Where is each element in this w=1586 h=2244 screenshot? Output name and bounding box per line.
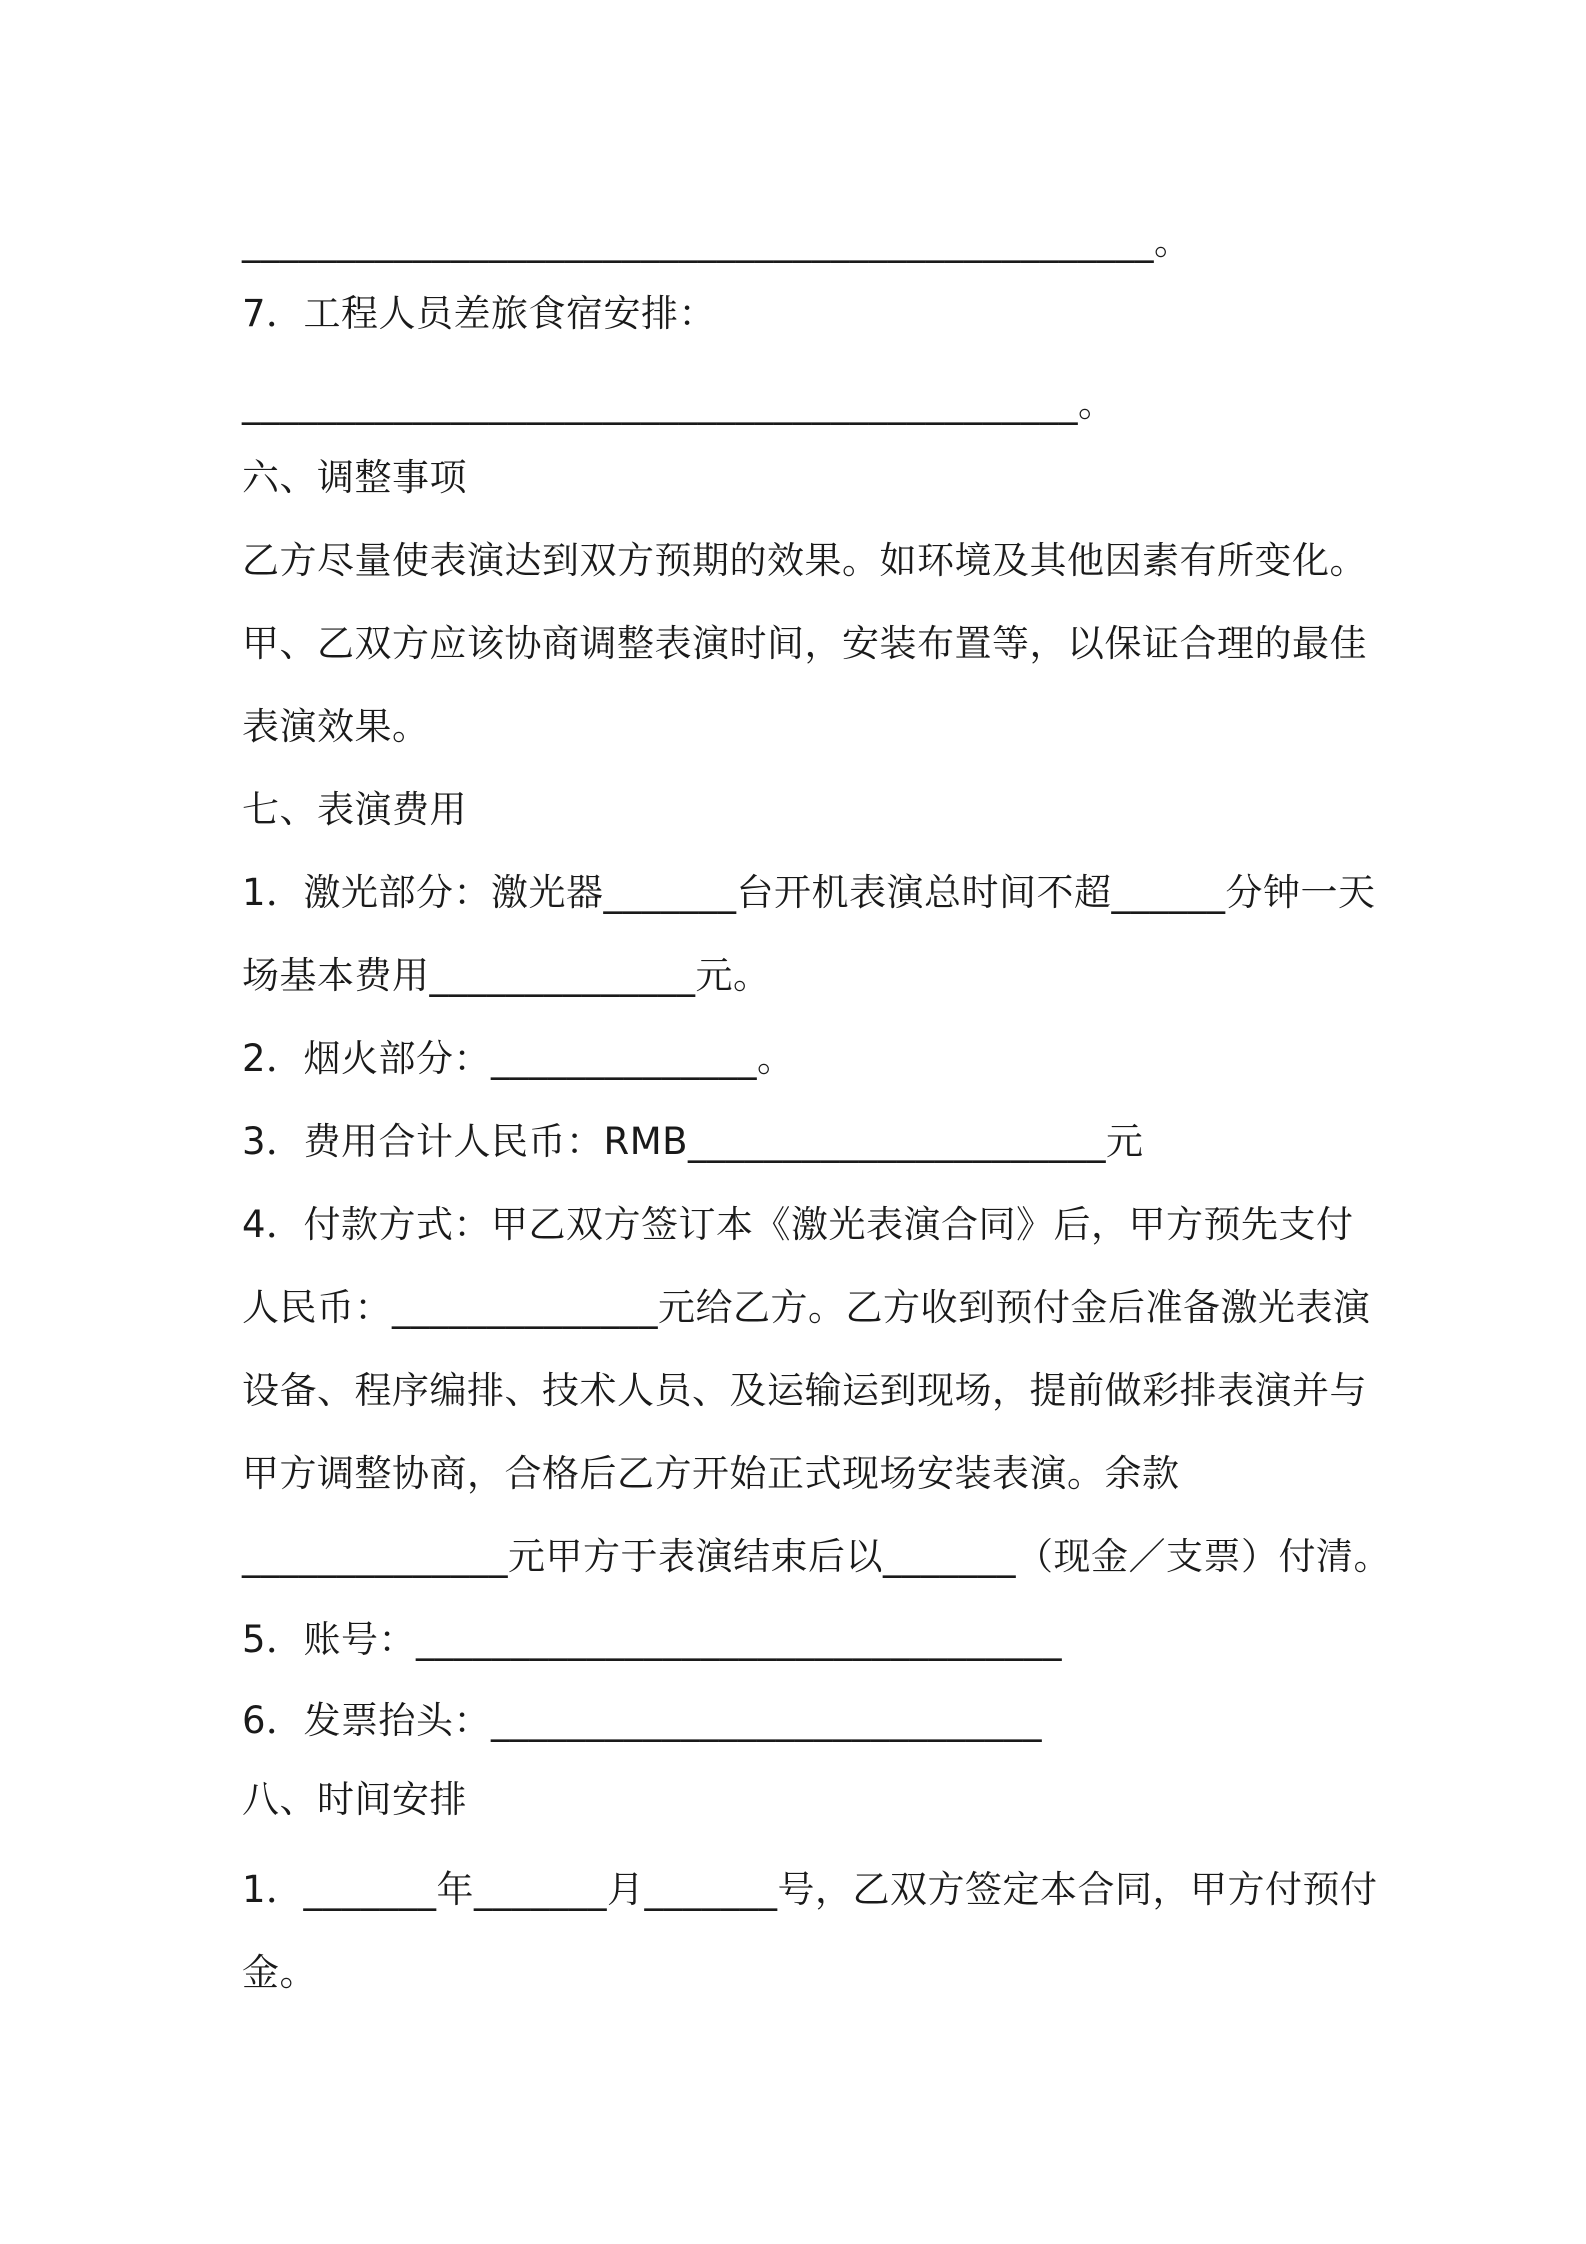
clause-7-travel-lodging: 7．工程人员差旅食宿安排： <box>242 292 717 335</box>
clause-3-total: 3．费用合计人民币：RMB______________________元 <box>242 1120 1144 1163</box>
section-heading-8: 八、时间安排 <box>242 1778 467 1821</box>
paragraph-line: 金。 <box>242 1951 317 1994</box>
section-heading-7: 七、表演费用 <box>242 788 467 831</box>
paragraph-line: 设备、程序编排、技术人员、及运输运到现场，提前做彩排表演并与 <box>242 1369 1367 1412</box>
clause-4-payment: 4．付款方式：甲乙双方签订本《激光表演合同》后，甲方预先支付 <box>242 1203 1354 1246</box>
paragraph-line: 甲方调整协商，合格后乙方开始正式现场安装表演。余款 <box>242 1452 1180 1495</box>
paragraph-line: ______________元甲方于表演结束后以_______（现金／支票）付清。 <box>242 1535 1391 1578</box>
blank-line: ____________________________________________。 <box>242 382 1116 425</box>
paragraph-line: 乙方尽量使表演达到双方预期的效果。如环境及其他因素有所变化。 <box>242 539 1367 582</box>
paragraph-line: 甲、乙双方应该协商调整表演时间，安装布置等，以保证合理的最佳 <box>242 622 1367 665</box>
section-heading-6: 六、调整事项 <box>242 456 467 499</box>
clause-6-invoice-title: 6．发票抬头：_____________________________ <box>242 1699 1043 1742</box>
clause-1-laser: 1．激光部分：激光器_______台开机表演总时间不超______分钟一天 <box>242 871 1376 914</box>
blank-line: ________________________________________________。 <box>242 220 1192 263</box>
paragraph-line: 场基本费用______________元。 <box>242 954 771 997</box>
paragraph-line: 人民币：______________元给乙方。乙方收到预付金后准备激光表演 <box>242 1286 1371 1329</box>
paragraph-line: 表演效果。 <box>242 705 430 748</box>
clause-5-account: 5．账号：__________________________________ <box>242 1618 1063 1661</box>
clause-2-fireworks: 2．烟火部分：______________。 <box>242 1037 795 1080</box>
clause-1-schedule: 1．_______年_______月_______号，乙双方签定本合同，甲方付预付 <box>242 1868 1378 1911</box>
